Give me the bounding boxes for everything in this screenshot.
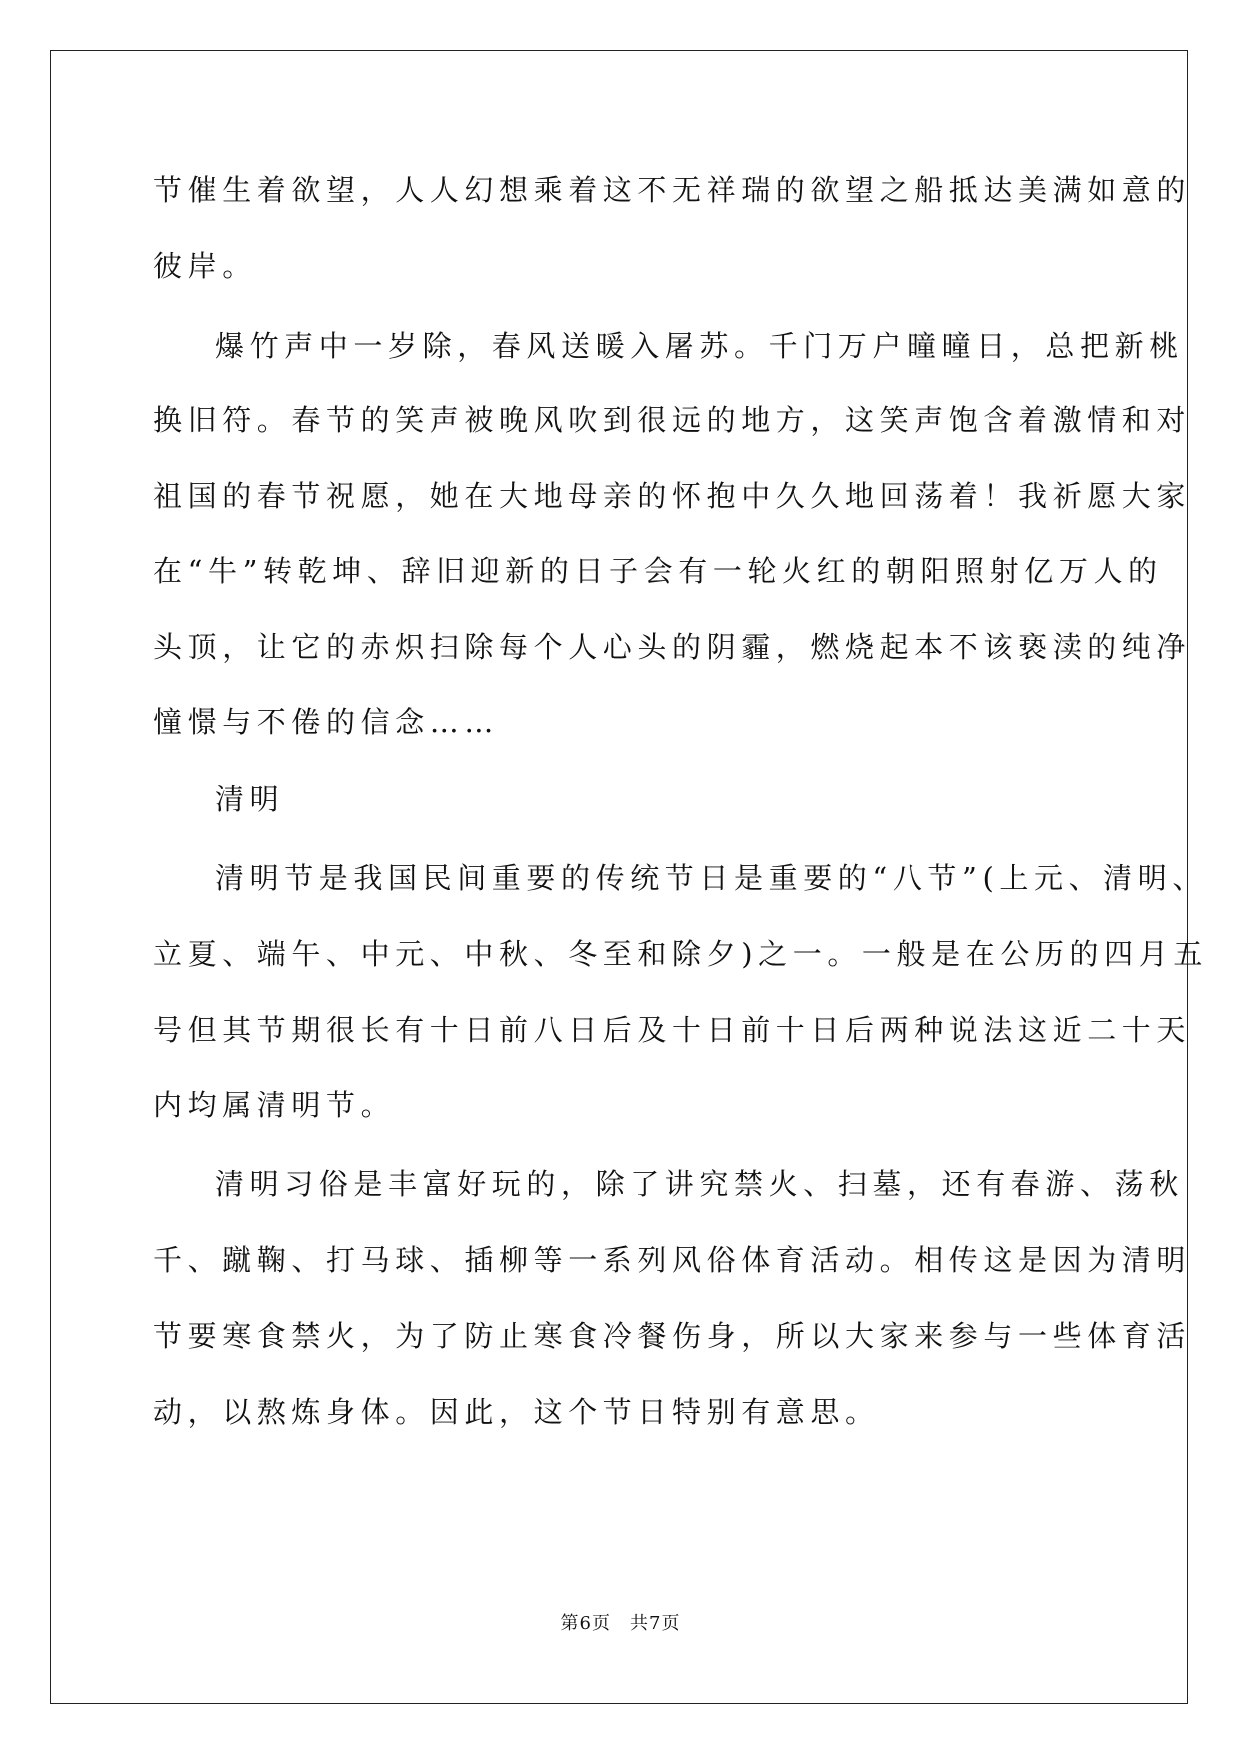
- text-line: 内均属清明节。: [153, 1088, 396, 1122]
- text-line: 头顶，让它的赤炽扫除每个人心头的阴霾，燃烧起本不该亵渎的纯净: [153, 630, 1192, 664]
- section-heading: 清明: [215, 782, 285, 816]
- page-number: 第6页 共7页: [560, 1613, 681, 1634]
- text-line: 号但其节期很长有十日前八日后及十日前十日后两种说法这近二十天: [153, 1013, 1192, 1047]
- text-line: 彼岸。: [153, 249, 257, 283]
- text-line: 换旧符。春节的笑声被晚风吹到很远的地方，这笑声饱含着激情和对: [153, 403, 1192, 437]
- text-line: 节要寒食禁火，为了防止寒食冷餐伤身，所以大家来参与一些体育活: [153, 1319, 1192, 1353]
- paragraph-start: 爆竹声中一岁除，春风送暖入屠苏。千门万户曈曈日，总把新桃: [215, 329, 1184, 363]
- text-line: 在“牛”转乾坤、辞旧迎新的日子会有一轮火红的朝阳照射亿万人的: [153, 554, 1163, 588]
- text-line: 千、蹴鞠、打马球、插柳等一系列风俗体育活动。相传这是因为清明: [153, 1243, 1192, 1277]
- text-line: 节催生着欲望，人人幻想乘着这不无祥瑞的欲望之船抵达美满如意的: [153, 173, 1192, 207]
- paragraph-start: 清明习俗是丰富好玩的，除了讲究禁火、扫墓，还有春游、荡秋: [215, 1167, 1184, 1201]
- text-line: 动，以熬炼身体。因此，这个节日特别有意思。: [153, 1395, 880, 1429]
- text-line: 立夏、端午、中元、中秋、冬至和除夕)之一。一般是在公历的四月五: [153, 937, 1208, 971]
- text-line: 憧憬与不倦的信念……: [153, 705, 500, 739]
- paragraph-start: 清明节是我国民间重要的传统节日是重要的“八节”(上元、清明、: [215, 861, 1207, 895]
- text-line: 祖国的春节祝愿，她在大地母亲的怀抱中久久地回荡着！我祈愿大家: [153, 479, 1192, 513]
